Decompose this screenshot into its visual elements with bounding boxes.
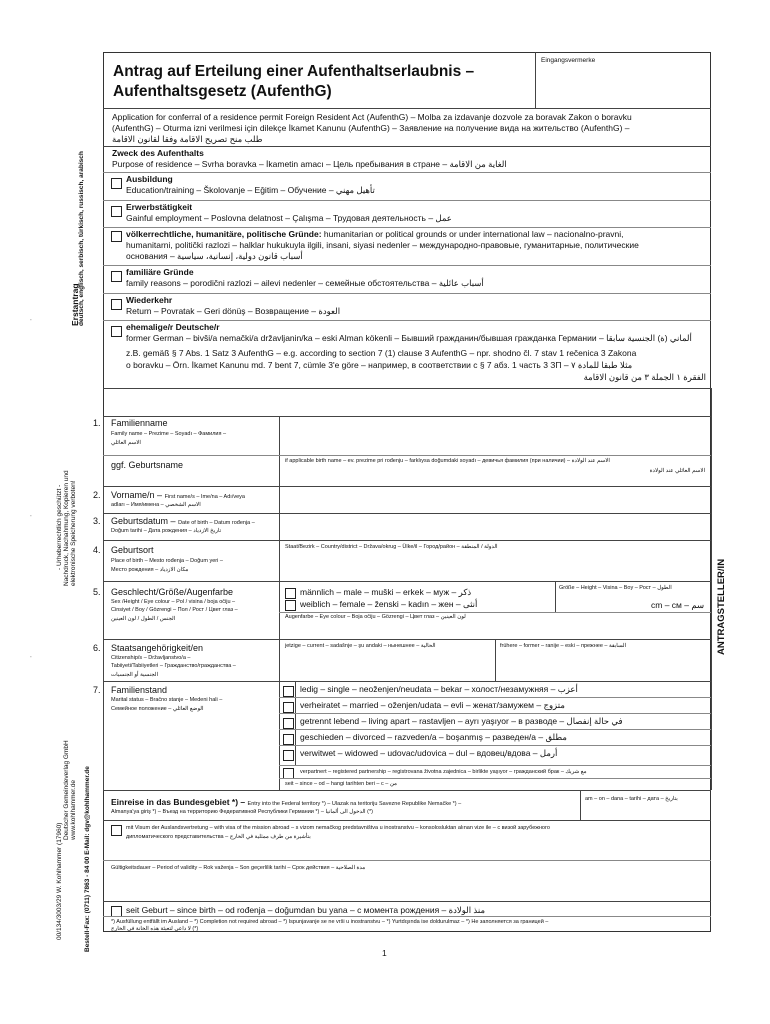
option-text: Return – Povratak – Geri dönüş – Возвращение – العودة	[126, 306, 341, 316]
sidebar-publisher: 00/134/3003/29 W. Kohlhammer (17960)	[56, 822, 63, 940]
field-sublabel: Sex /Height / Eye colour – Pol / visina / boja očiju –	[111, 599, 236, 605]
option-text: humanitarni, politički razlozi – halklar hukukuyla ilgili, insani, siyasi nedenler – международно-правовые, гуманитарные, политические	[126, 240, 639, 250]
field-number: 4.	[93, 545, 101, 555]
entry-date-label: am – on – dana – tarihi – дата – بتاريخ	[585, 796, 678, 802]
divider	[279, 765, 711, 766]
since-birth-label: seit Geburt – since birth – od rođenja – doğumdan bu yana – с момента рождения – منذ الولادة	[126, 905, 486, 915]
applicant-label: ANTRAGSTELLER/IN	[716, 558, 727, 655]
field-number: 1.	[93, 418, 101, 428]
marital-option: geschieden – divorced – razveden/a – boşanmış – разведен/а – مطلق	[300, 732, 567, 742]
option-female: weiblich – female – ženski – kadın – жен – أنثى	[300, 599, 478, 609]
sidebar-copyright: elektronische Speicherung verboten!	[70, 480, 77, 586]
field-label: Vorname/n – First name/s – Ime/na – Adı/veya	[111, 490, 245, 500]
checkbox-married[interactable]	[283, 702, 294, 713]
field-sublabel: الجنسية أو الجنسيات	[111, 672, 159, 678]
option-text: Education/training – Školovanje – Eğitim – Обучение – تأهيل مهني	[126, 185, 375, 195]
sidebar-entrantrag: Erstantrag	[70, 283, 80, 326]
page-number: 1	[382, 948, 387, 958]
option-title: ehemalige/r Deutsche/r	[126, 322, 220, 332]
field-number: 6.	[93, 643, 101, 653]
field-hint: Augenfarbe – Eye colour – Boja očiju – Gözrengi – Цвет глаз – لون العينين	[285, 614, 466, 620]
checkbox-visa[interactable]	[111, 825, 122, 836]
option-text: Gainful employment – Poslovna delatnost – Çalışma – Трудовая деятельность – عمل	[126, 213, 452, 223]
current-citizenship-field[interactable]	[280, 640, 494, 681]
height-field[interactable]	[556, 582, 710, 612]
field-hint: Staat/Bezirk – Country/district – Država/okrug – Ülke/il – Город/район – الدولة / المنطقة	[285, 544, 498, 550]
sidebar-languages: deutsch, englisch, serbisch, türkisch, russisch, arabisch	[78, 151, 85, 326]
field-number: 3.	[93, 516, 101, 526]
intro-line: طلب منح تصريح الاقامة وفقا لقانون الاقامة	[112, 134, 263, 144]
field-number: 7.	[93, 685, 101, 695]
divider	[279, 697, 711, 698]
option-text: family reasons – porodični razlozi – ailevi nedenler – семейные обстоятельства – أسباب عائلية	[126, 278, 484, 288]
margin-mark: ˙	[30, 655, 33, 664]
page-title: Antrag auf Erteilung einer Aufenthaltserlaubnis –	[113, 63, 475, 80]
sidebar-copyright: Nachdruck, Nachahmung, Kopieren und	[63, 470, 70, 586]
divider	[279, 729, 711, 730]
option-text: z.B. gemäß § 7 Abs. 1 Satz 3 AufenthG – e.g. according to section 7 (1) clause 3 AufenthG – npr. shodno čl. 7 stav 1 rečenica 3 Zakona	[126, 348, 637, 358]
checkbox-ausbildung[interactable]	[111, 178, 122, 189]
field-sublabel: Cinsiyet / Boy / Gözrengi – Пол / Рост / Цвет глаз –	[111, 607, 238, 613]
option-title: völkerrechtliche, humanitäre, politische Gründe: humanitarian or political grounds or under international law – nacionalno-pravni,	[126, 229, 624, 239]
stamp-box[interactable]	[535, 52, 711, 108]
field-sublabel: الاسم العائلي	[111, 440, 141, 446]
entry-title: Einreise in das Bundesgebiet *) – Entry into the Federal territory *) – Ulazak na teritoriju Savezne Republike Nemačke *) –	[111, 797, 462, 807]
height-unit: cm – см – سم	[651, 600, 705, 610]
divider	[103, 320, 711, 321]
field-hint: frühere – former – ranije – eski – прежнее – السابقة	[500, 643, 627, 649]
divider	[103, 146, 711, 147]
intro-line: (AufenthG) – Oturma izni verilmesi için dilekçe İkamet Kanunu (AufenthG) – Заявление на получение вида на жительство (AufenthG) –	[112, 123, 630, 133]
divider	[103, 820, 711, 821]
field-sublabel: Place of birth – Mesto rođenja – Doğum yeri –	[111, 558, 223, 564]
field-sublabel: Marital status – Bračno stanje – Medeni hali –	[111, 697, 223, 703]
field-sublabel: Семейное положение – الوضع العائلي	[111, 706, 204, 712]
field-number: 5.	[93, 587, 101, 597]
field-sublabel: الجنس / الطول / لون العينين	[111, 616, 176, 622]
entry-date-field[interactable]	[581, 791, 710, 820]
field-sublabel: adları – Имя/имена – الاسم الشخصي	[111, 502, 201, 508]
field-label: Geschlecht/Größe/Augenfarbe	[111, 587, 234, 597]
checkbox-female[interactable]	[285, 600, 296, 611]
family-name-field[interactable]	[280, 417, 710, 455]
divider	[103, 265, 711, 266]
birth-name-field[interactable]	[280, 456, 710, 486]
intro-line: Application for conferral of a residence permit Foreign Resident Act (AufenthG) – Molba za izdavanje dozvole za boravak Zakon o boravku	[112, 112, 632, 122]
option-title: Erwerbstätigkeit	[126, 202, 193, 212]
sidebar-publisher: Deutscher Gemeindeverlag GmbH	[63, 740, 70, 840]
checkbox-single[interactable]	[283, 686, 294, 697]
divider	[711, 388, 712, 790]
divider	[103, 227, 711, 228]
sidebar-order-fax: Bestell-Fax: (0711) 7863 - 84 00 E-Mail: dgv@kohlhammer.de	[84, 766, 91, 952]
marital-option: getrennt lebend – living apart – rastavljen – ayrı yaşıyor – в разводе – في حالة إنفصال	[300, 716, 623, 726]
place-of-birth-field[interactable]	[280, 541, 710, 581]
field-number: 2.	[93, 490, 101, 500]
field-label: Geburtsdatum – Date of birth – Datum rođenja –	[111, 516, 255, 526]
footnote: لا داعي لتعبئة هذه الخانة في الخارج (*)	[111, 926, 199, 932]
field-hint: Größe – Height – Visina – Boy – Рост – الطول	[559, 585, 672, 591]
field-label: Staatsangehörigkeit/en	[111, 643, 204, 653]
divider	[103, 901, 711, 902]
checkbox-erwerbstaetigkeit[interactable]	[111, 206, 122, 217]
divider	[295, 681, 296, 765]
eye-colour-field[interactable]	[280, 613, 710, 639]
marital-since-field[interactable]	[280, 779, 710, 790]
first-name-field[interactable]	[280, 487, 710, 513]
divider	[279, 745, 711, 746]
validity-field[interactable]	[104, 861, 710, 901]
validity-label: Gültigkeitsdauer – Period of validity – Rok važenja – Son geçerlilik tarihi – Срок действия – مدة الصلاحية	[111, 865, 366, 871]
checkbox-family[interactable]	[111, 271, 122, 282]
purpose-title: Zweck des Aufenthalts	[112, 148, 204, 158]
checkbox-separated[interactable]	[283, 718, 294, 729]
field-label: Familienstand	[111, 685, 168, 695]
checkbox-former-german[interactable]	[111, 326, 122, 337]
divider	[103, 172, 711, 173]
field-label: Familienname	[111, 418, 168, 428]
purpose-subtitle: Purpose of residence – Svrha boravka – İkametin amacı – Цель пребывания в стране – الغاية من الاقامة	[112, 159, 507, 169]
option-text: основания – أسباب قانون دولية، إنسانية، سياسية	[126, 251, 303, 261]
divider	[103, 293, 711, 294]
field-sublabel: Tabiiyeti/Tabiiyetleri – Гражданство/гражданства –	[111, 663, 236, 669]
date-of-birth-field[interactable]	[280, 514, 710, 540]
field-sublabel: Citizenship/s – Državljanstvo/a –	[111, 655, 191, 661]
field-label: ggf. Geburtsname	[111, 460, 184, 470]
marital-option: ledig – single – neoženjen/neudata – bekar – холост/незамужняя – أعزب	[300, 684, 578, 694]
divider	[103, 416, 104, 790]
option-title: Wiederkehr	[126, 295, 173, 305]
option-male: männlich – male – muški – erkek – муж – ذكر	[300, 587, 472, 597]
option-text: former German – bivši/a nemački/a državljanin/ka – eski Alman kökenli – Бывший гражданин/бывшая гражданка Германии – ألماني (ة) الجنسية سابقا	[126, 333, 692, 343]
sidebar-copyright: - Urheberrechtlich geschützt -	[56, 484, 63, 570]
divider	[103, 108, 711, 109]
field-hint: if applicable birth name – ev. prezime pri rođenju – farklıysa doğumdaki soyadı – девичья фамилия (при наличии) – الاسم عند الولادة	[285, 458, 610, 464]
field-hint: jetzige – current – sadašnje – şu andaki – нынешнее – الحالية	[285, 643, 436, 649]
footnote: *) Ausfüllung entfällt im Ausland – *) Completion not required abroad – *) Ispunjavanje se ne vrši u inostranstvu – *) Yurtdışında ise doldurulmaz – *) Не заполняется за границей –	[111, 919, 549, 925]
visa-label: mit Visum der Auslandsvertretung – with visa of the mission abroad – s vizom nemačkog predstavništva u inostranstvu – konsolosluktan alınan vize ile – с визой зарубежного	[126, 825, 550, 831]
entry-subtitle: Almanya'ya giriş *) – Въезд на территорию Федеративной Республики Германии *) – الدخول الى ألمانيا (*)	[111, 809, 373, 815]
marital-option: verheiratet – married – oženjen/udata – evli – женат/замужем – متزوج	[300, 700, 565, 710]
checkbox-humanitarian[interactable]	[111, 231, 122, 242]
field-sublabel: Family name – Prezime – Soyadı – Фамилия –	[111, 431, 227, 437]
divider	[103, 916, 711, 917]
marital-option: verpartnert – registered partnership – registrovana životna zajednica – birlikte yaşıyor – гражданский брак – مع شريك	[300, 769, 587, 775]
margin-mark: ˙	[30, 514, 33, 523]
page-title-line2: Aufenthaltsgesetz (AufenthG)	[113, 83, 332, 100]
option-title: familiäre Gründe	[126, 267, 194, 277]
field-sublabel: Место рождения – مكان الازدياد	[111, 567, 189, 573]
option-text: الفقرة ١ الجملة ٣ من قانون الاقامة	[583, 372, 706, 382]
visa-label: дипломатического представительства – بتأشيرة من طرف ممثلية في الخارج	[126, 834, 311, 840]
field-hint: الاسم العائلي عند الولادة	[649, 468, 705, 474]
since-label: seit – since – od – hangi tarihten beri – с – من	[285, 781, 398, 787]
checkbox-widowed[interactable]	[283, 750, 294, 761]
marital-option: verwitwet – widowed – udovac/udovica – dul – вдовец/вдова – أرمل	[300, 748, 558, 758]
margin-mark: ˙	[30, 318, 33, 327]
field-label: Geburtsort	[111, 545, 154, 555]
divider	[279, 713, 711, 714]
stamp-label: Eingangsvermerke	[541, 57, 596, 64]
option-title: Ausbildung	[126, 174, 173, 184]
former-citizenship-field[interactable]	[496, 640, 710, 681]
field-sublabel: Doğum tarihi – Дата рождения – تاريخ الازدياد	[111, 528, 222, 534]
divider	[103, 200, 711, 201]
sidebar-publisher: www.kohlhammer.de	[70, 780, 77, 840]
checkbox-divorced[interactable]	[283, 734, 294, 745]
option-text: o boravku – Örn. İkamet Kanunu md. 7 bent 7, cümle 3'e göre – например, в соответствии с § 7 абз. 1 часть 3 ЗП – مثلا طبقا للمادة ٧	[126, 360, 633, 370]
checkbox-male[interactable]	[285, 588, 296, 599]
checkbox-return[interactable]	[111, 299, 122, 310]
divider	[103, 681, 711, 682]
divider	[103, 388, 711, 389]
